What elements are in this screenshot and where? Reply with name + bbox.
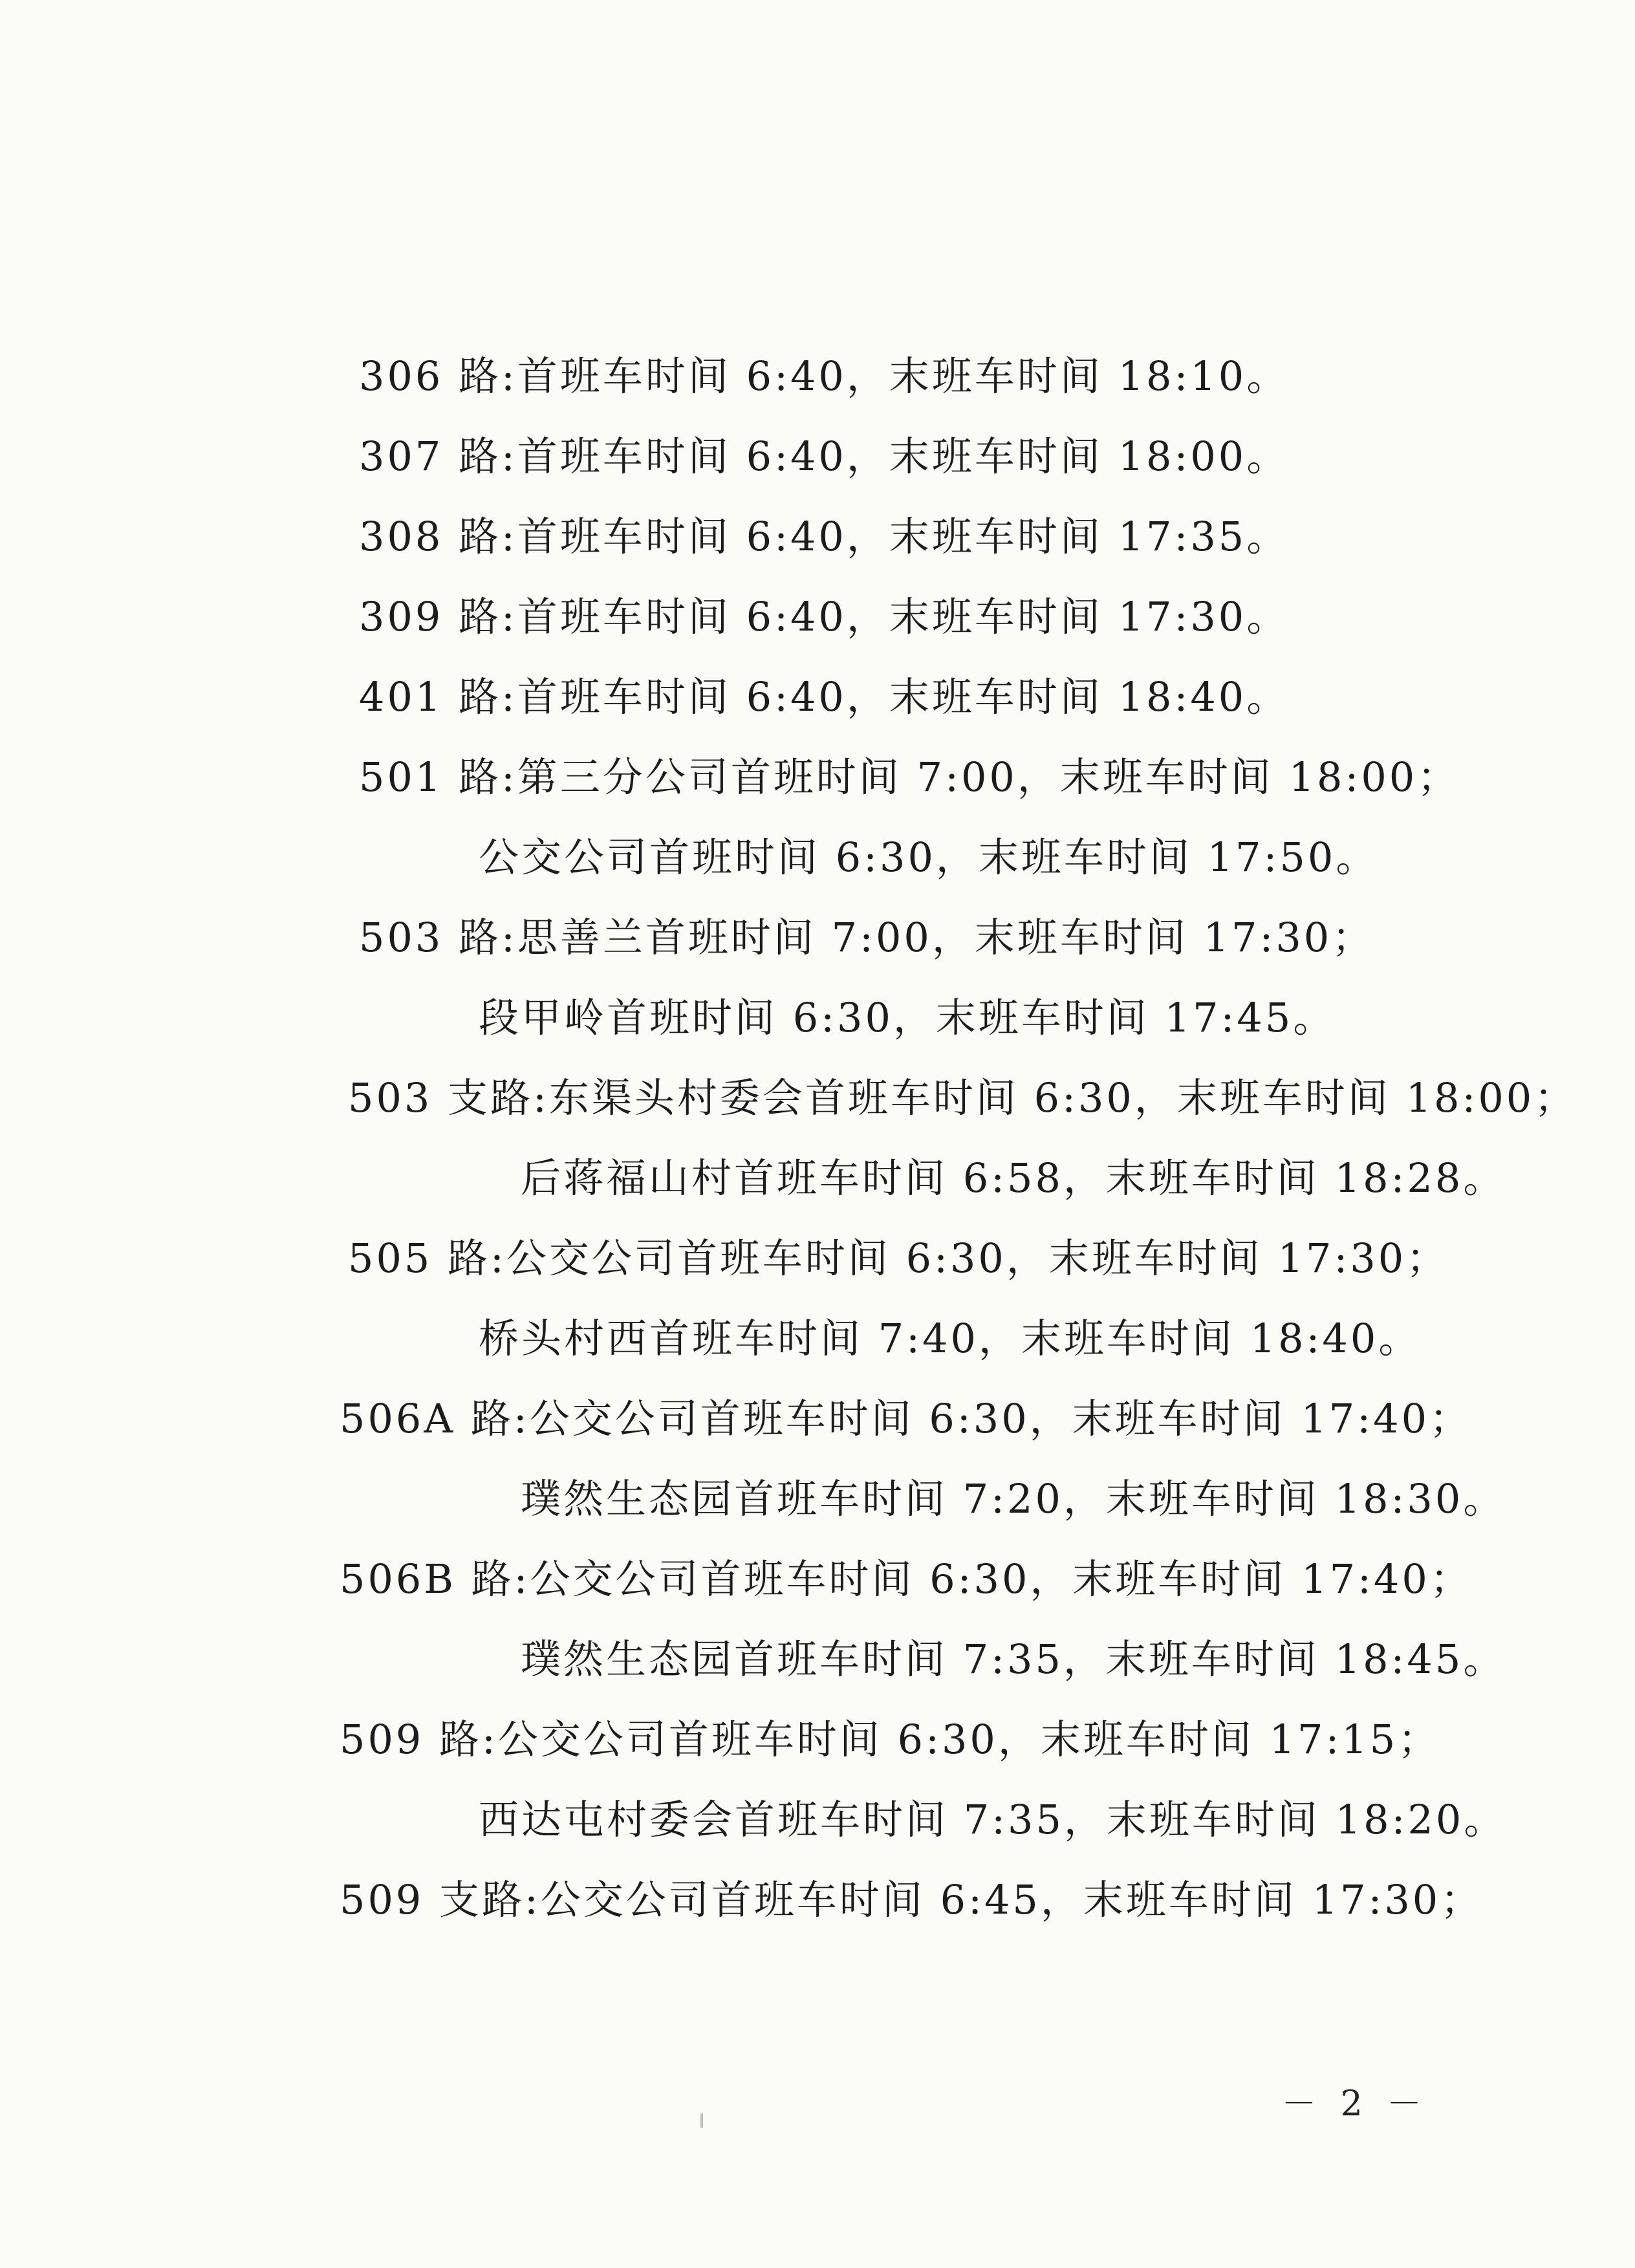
schedule-line: 503 路:思善兰首班时间 7:00，末班车时间 17:30； (359, 914, 1375, 961)
page-number: － 2 － (1281, 2083, 1428, 2124)
schedule-line: 509 路:公交公司首班车时间 6:30，末班车时间 17:15； (340, 1716, 1441, 1763)
scan-mark (700, 2113, 703, 2128)
schedule-line: 璞然生态园首班车时间 7:20，末班车时间 18:30。 (521, 1475, 1506, 1522)
schedule-line: 西达屯村委会首班车时间 7:35，末班车时间 18:20。 (479, 1796, 1507, 1843)
schedule-list (0, 336, 1635, 1940)
schedule-line: 307 路:首班车时间 6:40，末班车时间 18:00。 (359, 433, 1290, 480)
schedule-line: 璞然生态园首班车时间 7:35，末班车时间 18:45。 (521, 1636, 1506, 1683)
schedule-line: 505 路:公交公司首班车时间 6:30，末班车时间 17:30； (348, 1235, 1449, 1282)
schedule-line: 308 路:首班车时间 6:40，末班车时间 17:35。 (359, 513, 1290, 560)
schedule-line: 506B 路:公交公司首班车时间 6:30，末班车时间 17:40； (340, 1555, 1473, 1603)
schedule-line: 501 路:第三分公司首班时间 7:00，末班车时间 18:00； (359, 753, 1460, 801)
schedule-line: 503 支路:东渠头村委会首班车时间 6:30，末班车时间 18:00； (348, 1074, 1577, 1121)
schedule-line: 后蒋福山村首班车时间 6:58，末班车时间 18:28。 (521, 1154, 1506, 1202)
schedule-line: 509 支路:公交公司首班车时间 6:45，末班车时间 17:30； (340, 1876, 1484, 1923)
schedule-line: 公交公司首班时间 6:30，末班车时间 17:50。 (479, 834, 1379, 881)
schedule-line: 段甲岭首班时间 6:30，末班车时间 17:45。 (479, 994, 1336, 1041)
schedule-line: 309 路:首班车时间 6:40，末班车时间 17:30。 (359, 593, 1290, 640)
schedule-line: 401 路:首班车时间 6:40，末班车时间 18:40。 (359, 673, 1290, 720)
schedule-line: 306 路:首班车时间 6:40，末班车时间 18:10。 (359, 352, 1290, 400)
schedule-line: 桥头村西首班车时间 7:40，末班车时间 18:40。 (479, 1315, 1422, 1362)
schedule-line: 506A 路:公交公司首班车时间 6:30，末班车时间 17:40； (340, 1395, 1473, 1442)
